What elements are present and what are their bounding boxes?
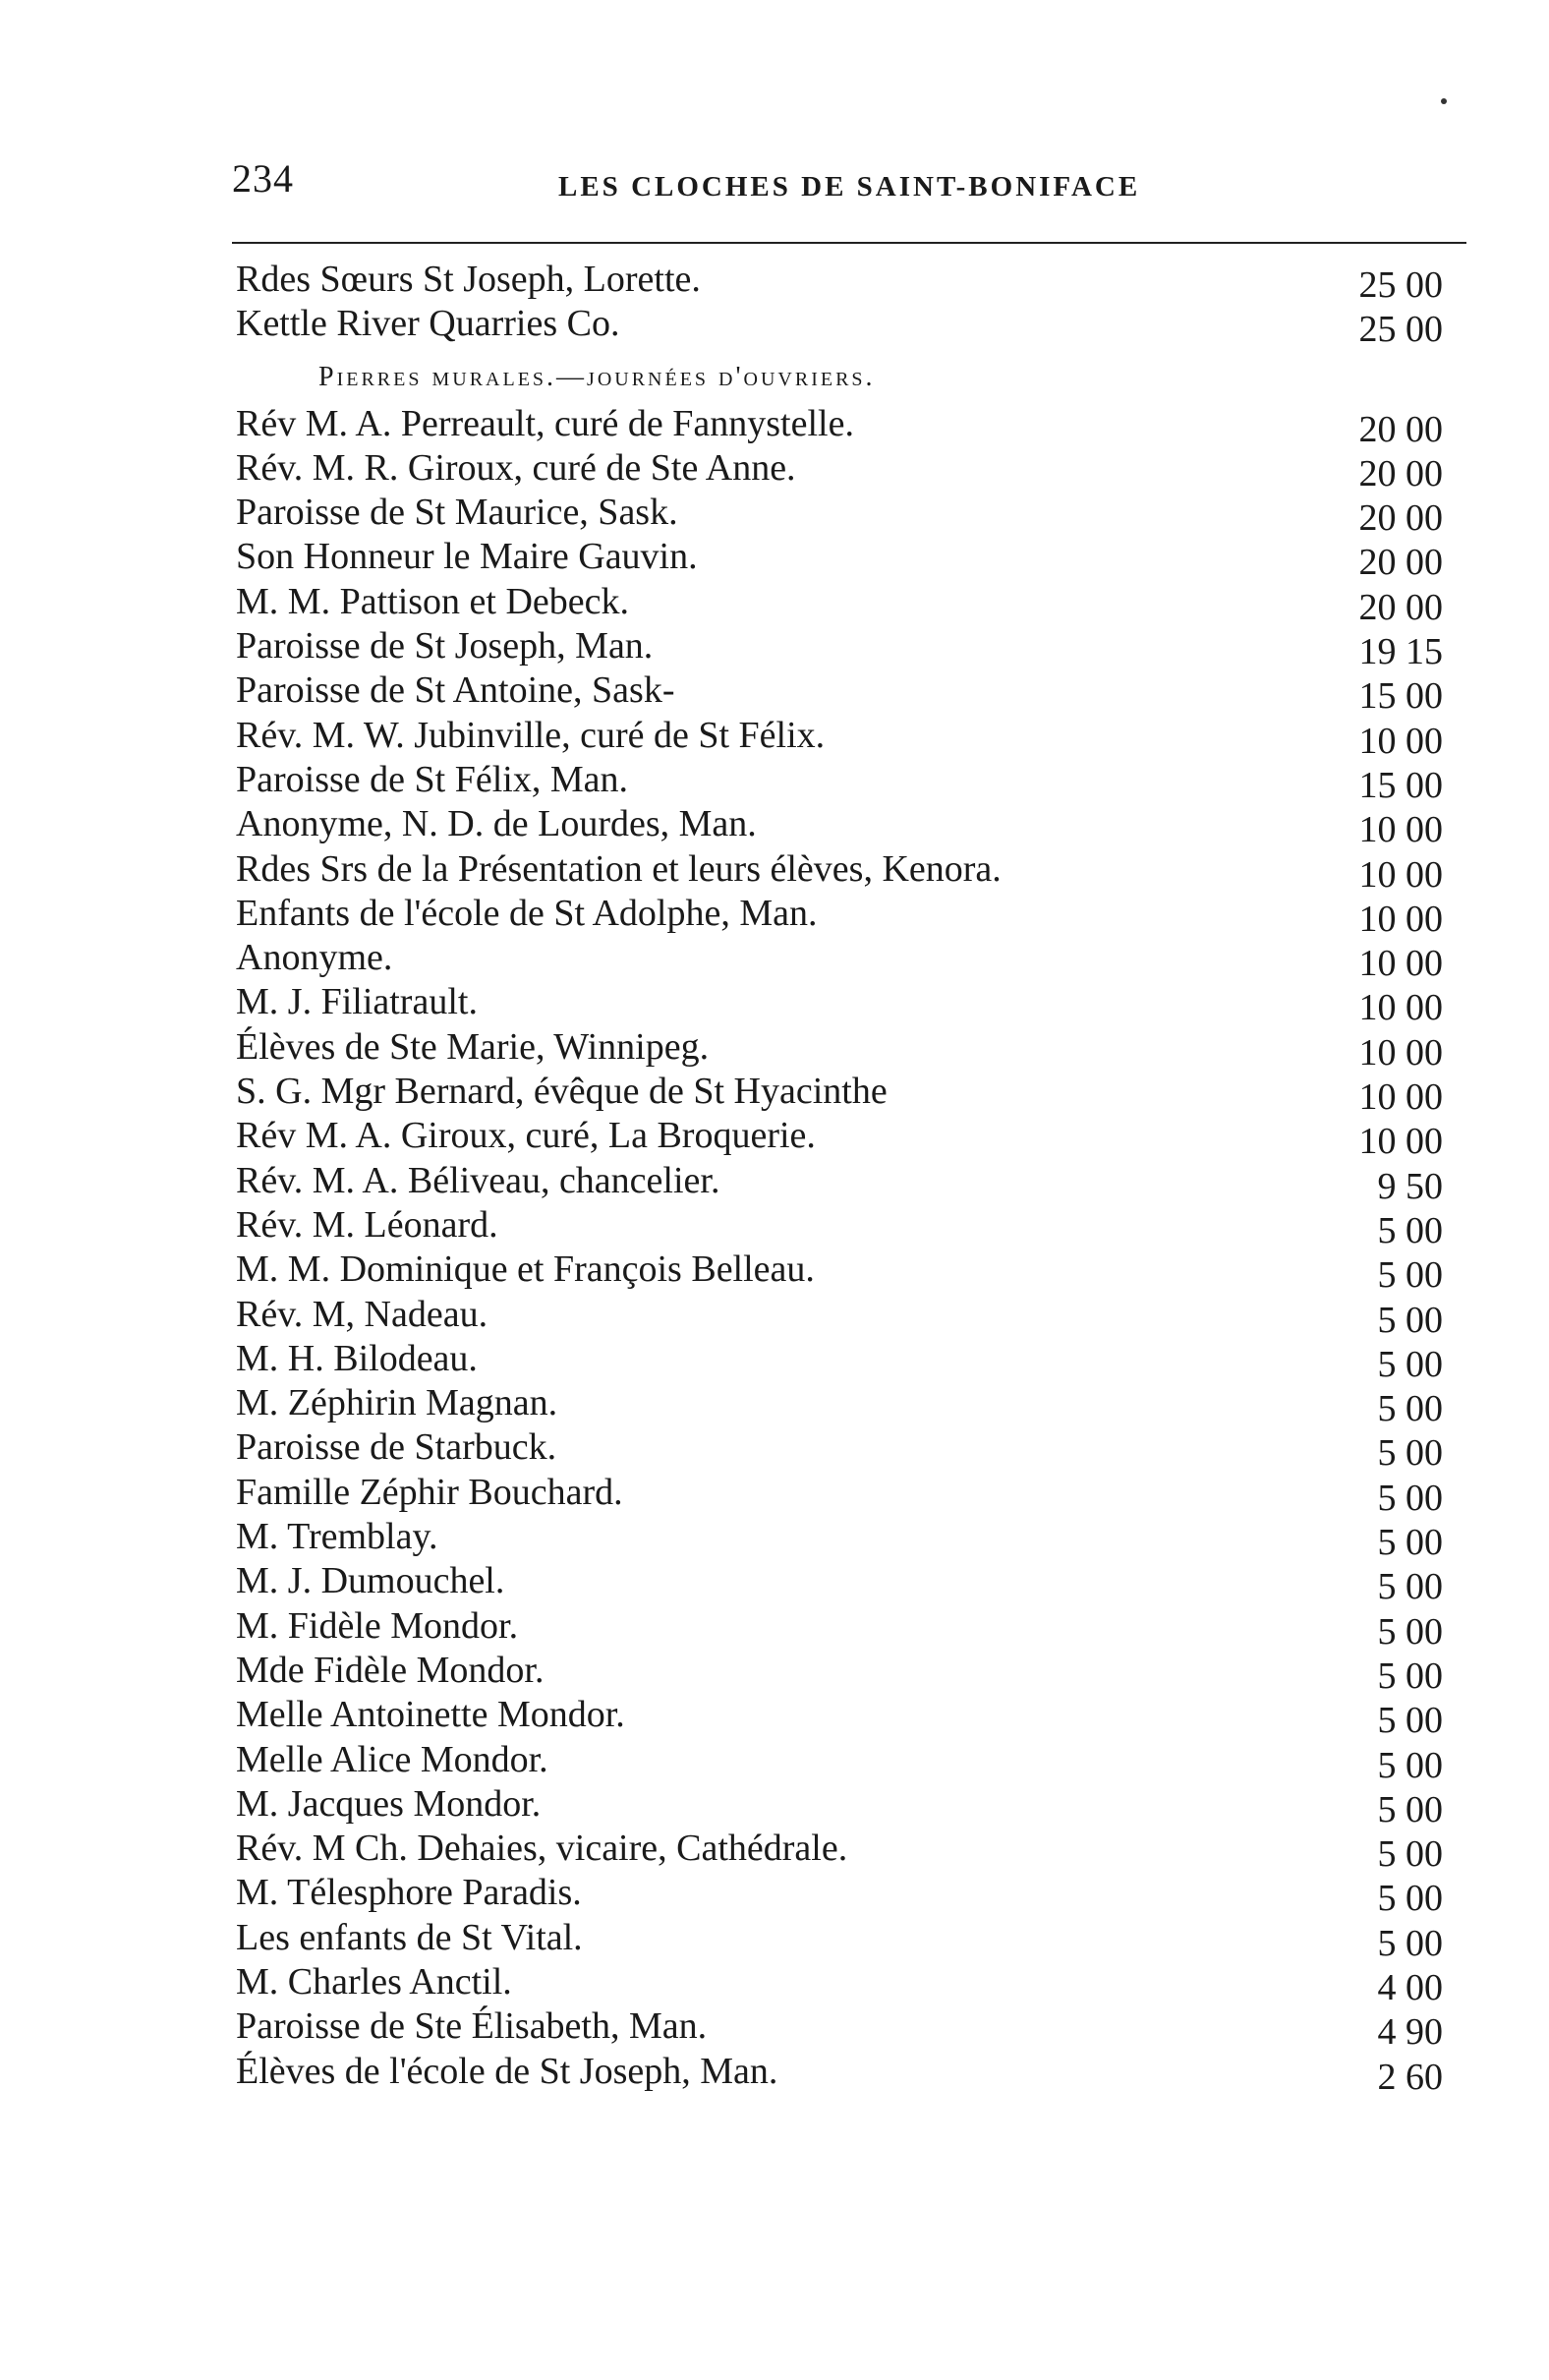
donation-row bbox=[236, 1782, 1455, 1830]
donation-list bbox=[236, 258, 1455, 2098]
donor-name: S. G. Mgr Bernard, évêque de St Hyacinthe bbox=[236, 1071, 888, 1113]
donor-name: M. J. Dumouchel. bbox=[236, 1560, 505, 1602]
donation-row bbox=[236, 1604, 1455, 1653]
donation-row bbox=[236, 2004, 1455, 2054]
donation-row bbox=[236, 936, 1455, 985]
donor-name: M. Fidèle Mondor. bbox=[236, 1604, 519, 1647]
donation-amount: 5 00 bbox=[1377, 1432, 1443, 1475]
donation-amount: 15 00 bbox=[1358, 675, 1443, 718]
donation-amount: 9 50 bbox=[1377, 1165, 1443, 1207]
donor-name: Élèves de Ste Marie, Winnipeg. bbox=[236, 1025, 710, 1068]
donor-name: Rév. M. R. Giroux, curé de Ste Anne. bbox=[236, 446, 796, 489]
donation-amount: 5 00 bbox=[1377, 1477, 1443, 1519]
donation-row bbox=[236, 1337, 1455, 1385]
donation-amount: 5 00 bbox=[1377, 1299, 1443, 1341]
donation-amount: 5 00 bbox=[1377, 1343, 1443, 1385]
donation-row bbox=[236, 1114, 1455, 1163]
donation-row bbox=[236, 758, 1455, 806]
donor-name: M. Télesphore Paradis. bbox=[236, 1872, 582, 1914]
ink-speck bbox=[1441, 98, 1447, 104]
donation-row bbox=[236, 892, 1455, 940]
donation-amount: 10 00 bbox=[1358, 1031, 1443, 1074]
donation-row bbox=[236, 1159, 1455, 1207]
donor-name: M. J. Filiatrault. bbox=[236, 981, 478, 1023]
donor-name: Rdes Sœurs St Joseph, Lorette. bbox=[236, 259, 701, 300]
donation-row bbox=[236, 802, 1455, 851]
donation-row bbox=[236, 302, 1455, 351]
donor-name: Paroisse de St Félix, Man. bbox=[236, 758, 628, 800]
donation-amount: 5 00 bbox=[1377, 1522, 1443, 1564]
donor-name: Anonyme. bbox=[236, 937, 393, 979]
donation-row bbox=[236, 446, 1455, 494]
donation-amount: 5 00 bbox=[1377, 1654, 1443, 1697]
donation-row bbox=[236, 1649, 1455, 1697]
donor-name: Melle Antoinette Mondor. bbox=[236, 1694, 625, 1736]
donation-row bbox=[236, 1070, 1455, 1119]
donation-amount: 19 15 bbox=[1358, 631, 1443, 673]
donation-amount: 5 00 bbox=[1377, 1878, 1443, 1920]
donation-row bbox=[236, 580, 1455, 628]
donor-name: Rév. M. Léonard. bbox=[236, 1203, 498, 1246]
donation-amount: 25 00 bbox=[1358, 264, 1443, 306]
donor-name: Melle Alice Mondor. bbox=[236, 1738, 548, 1780]
donor-name: Kettle River Quarries Co. bbox=[236, 303, 620, 345]
donation-amount: 5 00 bbox=[1377, 1700, 1443, 1742]
donation-amount: 20 00 bbox=[1358, 408, 1443, 450]
donation-amount: 5 00 bbox=[1377, 1254, 1443, 1297]
donation-row bbox=[236, 1693, 1455, 1742]
donation-amount: 5 00 bbox=[1377, 1922, 1443, 1964]
donation-amount: 5 00 bbox=[1377, 1566, 1443, 1608]
donor-name: M. Jacques Mondor. bbox=[236, 1782, 542, 1825]
donation-amount: 15 00 bbox=[1358, 764, 1443, 806]
donor-name: Enfants de l'école de St Adolphe, Man. bbox=[236, 892, 818, 934]
donor-name: Paroisse de Ste Élisabeth, Man. bbox=[236, 2005, 708, 2048]
donation-amount: 4 90 bbox=[1377, 2011, 1443, 2054]
donation-amount: 10 00 bbox=[1358, 853, 1443, 896]
donation-amount: 20 00 bbox=[1358, 586, 1443, 628]
donation-amount: 10 00 bbox=[1358, 898, 1443, 940]
donation-row bbox=[236, 624, 1455, 673]
donation-amount: 20 00 bbox=[1358, 497, 1443, 540]
donor-name: Paroisse de St Joseph, Man. bbox=[236, 625, 654, 668]
donation-row bbox=[236, 1515, 1455, 1564]
donor-name: Son Honneur le Maire Gauvin. bbox=[236, 536, 698, 578]
donor-name: Rév M. A. Giroux, curé, La Broquerie. bbox=[236, 1115, 816, 1157]
donor-name: Famille Zéphir Bouchard. bbox=[236, 1471, 623, 1513]
donor-name: Rdes Srs de la Présentation et leurs élèves, Kenora. bbox=[236, 847, 1002, 890]
donation-amount: 10 00 bbox=[1358, 987, 1443, 1029]
donation-amount: 25 00 bbox=[1358, 309, 1443, 351]
donation-amount: 5 00 bbox=[1377, 1209, 1443, 1251]
donor-name: Rév. M Ch. Dehaies, vicaire, Cathédrale. bbox=[236, 1828, 848, 1870]
donor-name: Rév. M, Nadeau. bbox=[236, 1293, 488, 1335]
donor-name: Paroisse de St Maurice, Sask. bbox=[236, 492, 678, 534]
donation-amount: 10 00 bbox=[1358, 1121, 1443, 1163]
donation-row bbox=[236, 1203, 1455, 1251]
donation-row bbox=[236, 1871, 1455, 1920]
donation-amount: 5 00 bbox=[1377, 1788, 1443, 1830]
donation-amount: 10 00 bbox=[1358, 1076, 1443, 1119]
donation-row bbox=[236, 1025, 1455, 1074]
donation-row bbox=[236, 1293, 1455, 1341]
donation-row bbox=[236, 847, 1455, 896]
donation-row bbox=[236, 1916, 1455, 1964]
donor-name: Rév. M. W. Jubinville, curé de St Félix. bbox=[236, 714, 826, 756]
donation-row bbox=[236, 402, 1455, 450]
donation-amount: 20 00 bbox=[1358, 542, 1443, 584]
donor-name: Mde Fidèle Mondor. bbox=[236, 1649, 545, 1691]
donor-name: Élèves de l'école de St Joseph, Man. bbox=[236, 2050, 778, 2092]
donation-amount: 5 00 bbox=[1377, 1610, 1443, 1653]
running-head: LES CLOCHES DE SAINT-BONIFACE bbox=[558, 171, 1141, 203]
section-heading: Pierres murales.—journées d'ouvriers. bbox=[318, 361, 876, 392]
donor-name: M. H. Bilodeau. bbox=[236, 1337, 478, 1379]
donation-row bbox=[236, 258, 1455, 306]
donor-name: Rév M. A. Perreault, curé de Fannystelle. bbox=[236, 402, 854, 444]
donor-name: M. Tremblay. bbox=[236, 1516, 438, 1558]
donation-row bbox=[236, 1738, 1455, 1786]
donation-row bbox=[236, 1960, 1455, 2008]
donation-row bbox=[236, 1827, 1455, 1876]
donation-row bbox=[236, 1248, 1455, 1297]
donation-amount: 10 00 bbox=[1358, 809, 1443, 851]
donation-amount: 5 00 bbox=[1377, 1833, 1443, 1876]
donation-amount: 20 00 bbox=[1358, 452, 1443, 494]
donor-name: M. M. Pattison et Debeck. bbox=[236, 580, 630, 622]
donor-name: M. Charles Anctil. bbox=[236, 1960, 512, 2003]
header-rule bbox=[232, 242, 1466, 244]
donation-amount: 10 00 bbox=[1358, 943, 1443, 985]
donation-amount: 4 00 bbox=[1377, 1966, 1443, 2008]
donation-row bbox=[236, 980, 1455, 1029]
donation-amount: 5 00 bbox=[1377, 1744, 1443, 1786]
donation-row bbox=[236, 535, 1455, 584]
donor-name: Les enfants de St Vital. bbox=[236, 1916, 583, 1958]
donor-name: Paroisse de Starbuck. bbox=[236, 1426, 557, 1469]
donor-name: Paroisse de St Antoine, Sask- bbox=[236, 669, 675, 712]
donor-name: Anonyme, N. D. de Lourdes, Man. bbox=[236, 803, 757, 845]
donation-amount: 2 60 bbox=[1377, 2056, 1443, 2098]
donation-row bbox=[236, 1471, 1455, 1519]
donation-amount: 5 00 bbox=[1377, 1388, 1443, 1430]
donor-name: M. Zéphirin Magnan. bbox=[236, 1382, 558, 1424]
donation-row bbox=[236, 668, 1455, 718]
donation-row bbox=[236, 714, 1455, 762]
donation-row bbox=[236, 2050, 1455, 2098]
donor-name: M. M. Dominique et François Belleau. bbox=[236, 1248, 815, 1291]
donation-amount: 10 00 bbox=[1358, 720, 1443, 762]
donation-row bbox=[236, 1425, 1455, 1475]
donor-name: Rév. M. A. Béliveau, chancelier. bbox=[236, 1159, 720, 1201]
donation-row bbox=[236, 1559, 1455, 1608]
donation-row bbox=[236, 1381, 1455, 1430]
page-number: 234 bbox=[232, 156, 294, 201]
donation-row bbox=[236, 491, 1455, 540]
